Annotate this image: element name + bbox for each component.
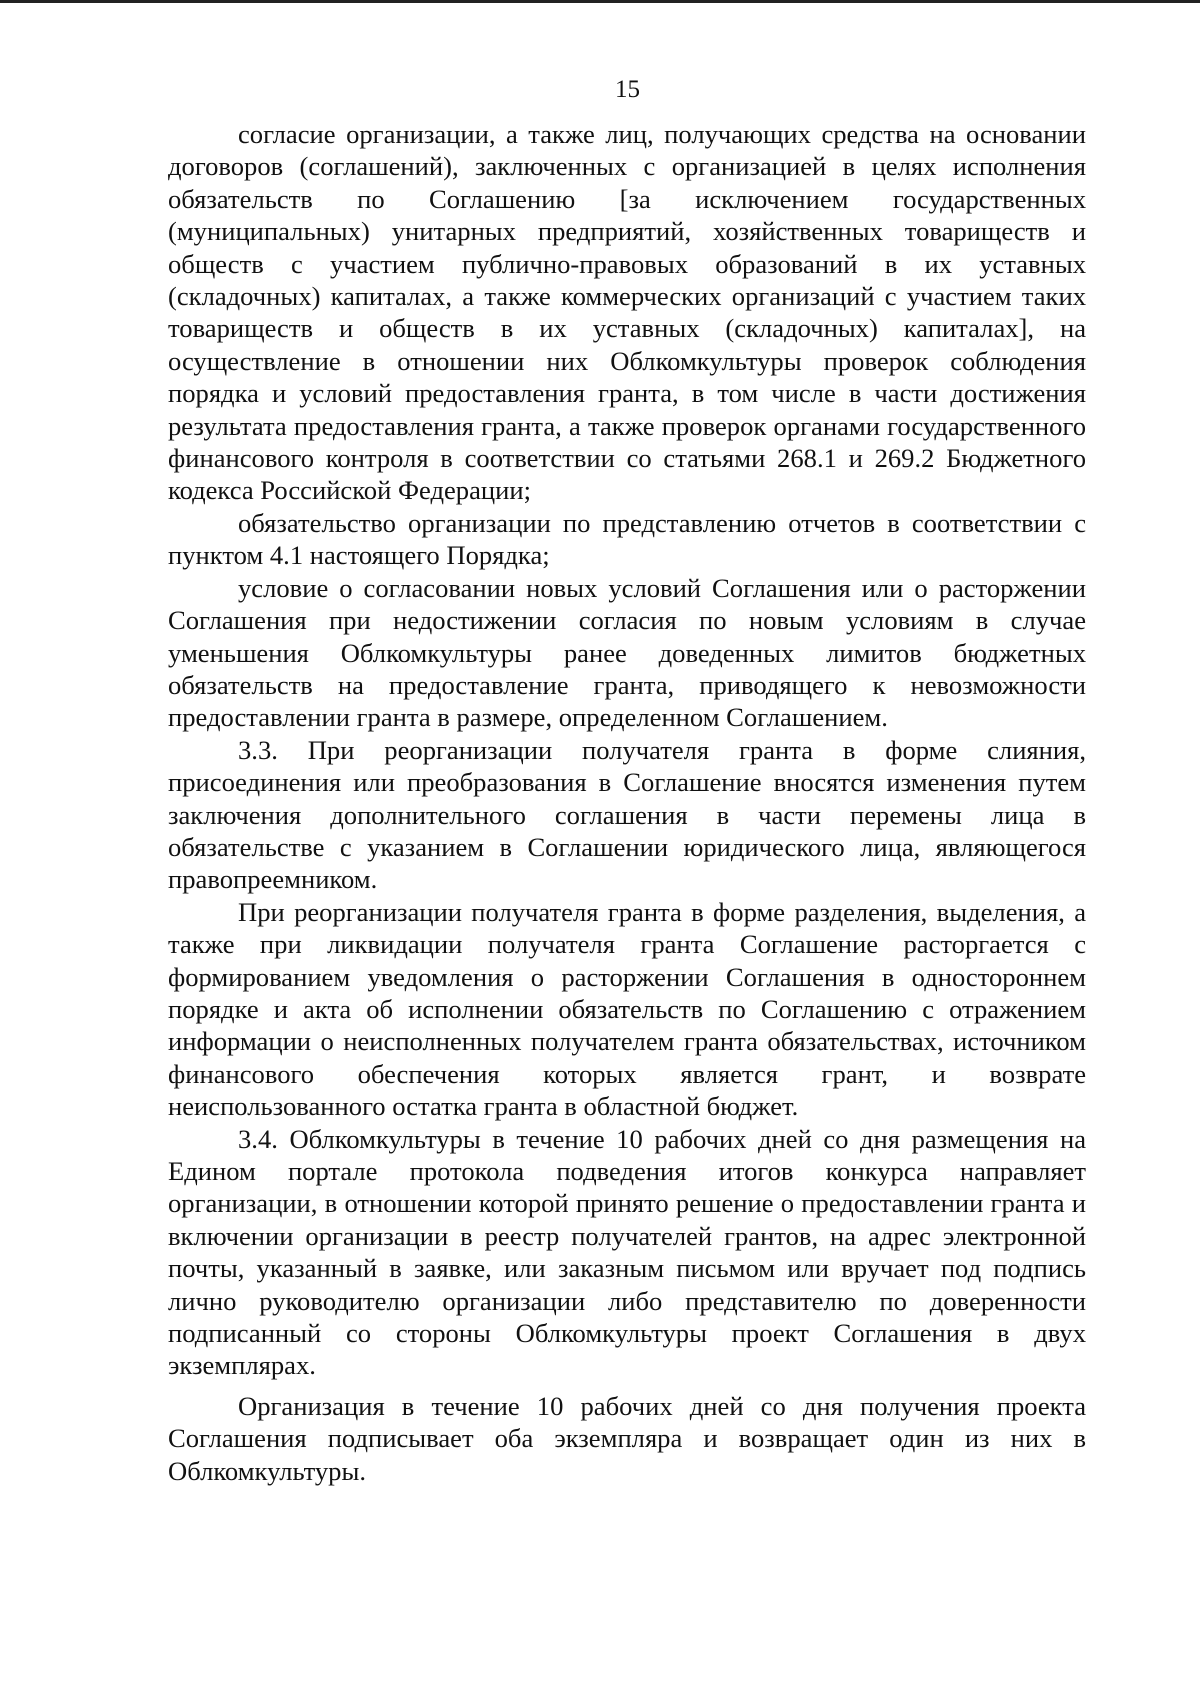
paragraph-3-3-reorganization: 3.3. При реорганизации получателя гранта в форме слияния, присоединения или преобразования в Соглашение вносятся изменения путем заключения дополнительного соглашения в части перемены лица в обязательстве с указанием в Соглашении юридического лица, являющегося правопреемником. xyxy=(168,734,1086,895)
paragraph-new-conditions: условие о согласовании новых условий Соглашения или о расторжении Соглашения при недостижении согласия по новым условиям в случае уменьшения Облкомкультуры ранее доведенных лимитов бюджетных обязательств на предоставление гранта, приводящего к невозможности предоставлении гранта в размере, определенном Соглашением. xyxy=(168,572,1086,733)
document-body xyxy=(168,118,1086,1487)
paragraph-3-4-agreement-sending: 3.4. Облкомкультуры в течение 10 рабочих дней со дня размещения на Едином портале протокола подведения итогов конкурса направляет организации, в отношении которой принято решение о предоставлении гранта и включении организации в реестр получателей грантов, на адрес электронной почты, указанный в заявке, или заказным письмом или вручает под подпись лично руководителю организации либо представителю по доверенности подписанный со стороны Облкомкультуры проект Соглашения в двух экземплярах. xyxy=(168,1123,1086,1381)
paragraph-reporting-obligation: обязательство организации по представлению отчетов в соответствии с пунктом 4.1 настоящего Порядка; xyxy=(168,507,1086,571)
paragraph-consent-inspections: согласие организации, а также лиц, получающих средства на основании договоров (соглашений), заключенных с организацией в целях исполнения обязательств по Соглашению [за исключением государственных (муниципальных) унитарных предприятий, хозяйственных товариществ и обществ с участием публично-правовых образований в их уставных (складочных) капиталах, а также коммерческих организаций с участием таких товариществ и обществ в их уставных (складочных) капиталах], на осуществление в отношении них Облкомкультуры проверок соблюдения порядка и условий предоставления гранта, в том числе в части достижения результата предоставления гранта, а также проверок органами государственного финансового контроля в соответствии со статьями 268.1 и 269.2 Бюджетного кодекса Российской Федерации; xyxy=(168,119,1086,506)
paragraph-signing-return: Организация в течение 10 рабочих дней со дня получения проекта Соглашения подписывает оба экземпляра и возвращает один из них в Облкомкультуры. xyxy=(168,1390,1086,1486)
scan-border-top xyxy=(0,0,1200,3)
page-number: 15 xyxy=(615,76,640,103)
paragraph-reorganization-division: При реорганизации получателя гранта в форме разделения, выделения, а также при ликвидации получателя гранта Соглашение расторгается с формированием уведомления о расторжении Соглашения в одностороннем порядке и акта об исполнении обязательств по Соглашению с отражением информации о неисполненных получателем гранта обязательствах, источником финансового обеспечения которых является грант, и возврате неиспользованного остатка гранта в областной бюджет. xyxy=(168,896,1086,1122)
